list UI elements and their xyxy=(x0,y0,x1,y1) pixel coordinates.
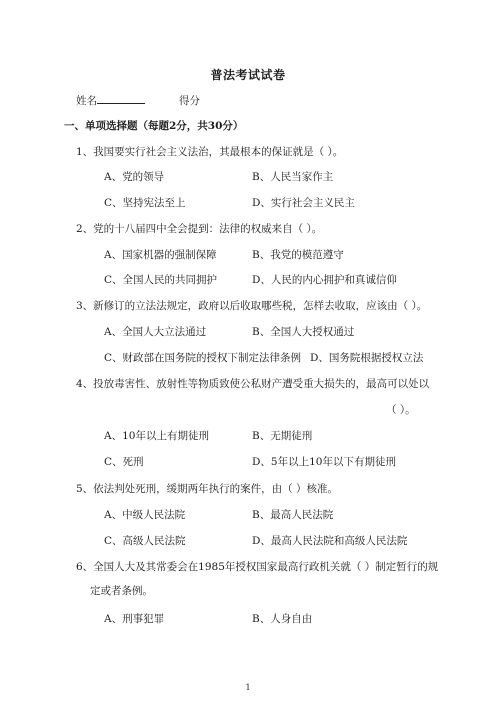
question-5: 5、依法判处死刑，缓期两年执行的案件，由（ ）核准。 xyxy=(76,483,339,495)
q1-option-a: A、党的领导 xyxy=(104,171,165,183)
q3-option-d: D、国务院根据授权立法 xyxy=(310,352,424,364)
q5-option-a: A、中级人民法院 xyxy=(104,509,186,521)
q3-option-c: C、财政部在国务院的授权下制定法律条例 xyxy=(104,352,302,364)
question-4-cont: （ ）。 xyxy=(386,404,416,416)
question-4: 4、投放毒害性、放射性等物质致使公私财产遭受重大损失的，最高可以处以 xyxy=(76,378,430,390)
q5-option-c: C、高级人民法院 xyxy=(104,535,186,547)
q5-option-d: D、最高人民法院和高级人民法院 xyxy=(252,535,408,547)
name-score-row xyxy=(76,92,200,108)
q1-option-c: C、坚持宪法至上 xyxy=(104,197,186,209)
question-3: 3、新修订的立法法规定，政府以后收取哪些税，怎样去收取，应该由（ ）。 xyxy=(76,300,428,312)
q5-option-b: B、最高人民法院 xyxy=(252,509,334,521)
q4-option-b: B、无期徒刑 xyxy=(252,430,313,442)
q6-option-b: B、人身自由 xyxy=(252,613,313,625)
q1-option-d: D、实行社会主义民主 xyxy=(252,197,355,209)
q2-option-c: C、全国人民的共同拥护 xyxy=(104,274,218,286)
page-number: 1 xyxy=(245,683,251,692)
name-blank xyxy=(97,92,145,104)
q2-option-a: A、国家机器的强制保障 xyxy=(104,249,217,261)
question-6: 6、全国人大及其常委会在1985年授权国家最高行政机关就（ ）制定暂行的规 xyxy=(76,561,439,573)
q6-option-a: A、刑事犯罪 xyxy=(104,613,165,625)
score-label: 得分 xyxy=(179,95,200,107)
question-1: 1、我国要实行社会主义法治，其最根本的保证就是（ ）。 xyxy=(76,146,344,158)
question-2: 2、党的十八届四中全会提到：法律的权威来自（ ）。 xyxy=(76,223,323,235)
q1-option-b: B、人民当家作主 xyxy=(252,171,334,183)
question-6-cont: 定或者条例。 xyxy=(90,585,153,597)
page-title: 普法考试试卷 xyxy=(210,68,286,82)
q3-option-b: B、全国人大授权通过 xyxy=(252,326,355,338)
q2-option-d: D、人民的内心拥护和真诚信仰 xyxy=(252,274,397,286)
q2-option-b: B、我党的模范遵守 xyxy=(252,249,344,261)
q3-option-a: A、全国人大立法通过 xyxy=(104,326,207,338)
q4-option-d: D、5年以上10年以下有期徒刑 xyxy=(252,456,396,468)
name-label: 姓名 xyxy=(76,95,97,107)
section-heading: 一、单项选择题（每题2分，共30分） xyxy=(64,120,244,132)
q4-option-a: A、10年以上有期徒刑 xyxy=(104,430,209,442)
q4-option-c: C、死刑 xyxy=(104,456,144,468)
